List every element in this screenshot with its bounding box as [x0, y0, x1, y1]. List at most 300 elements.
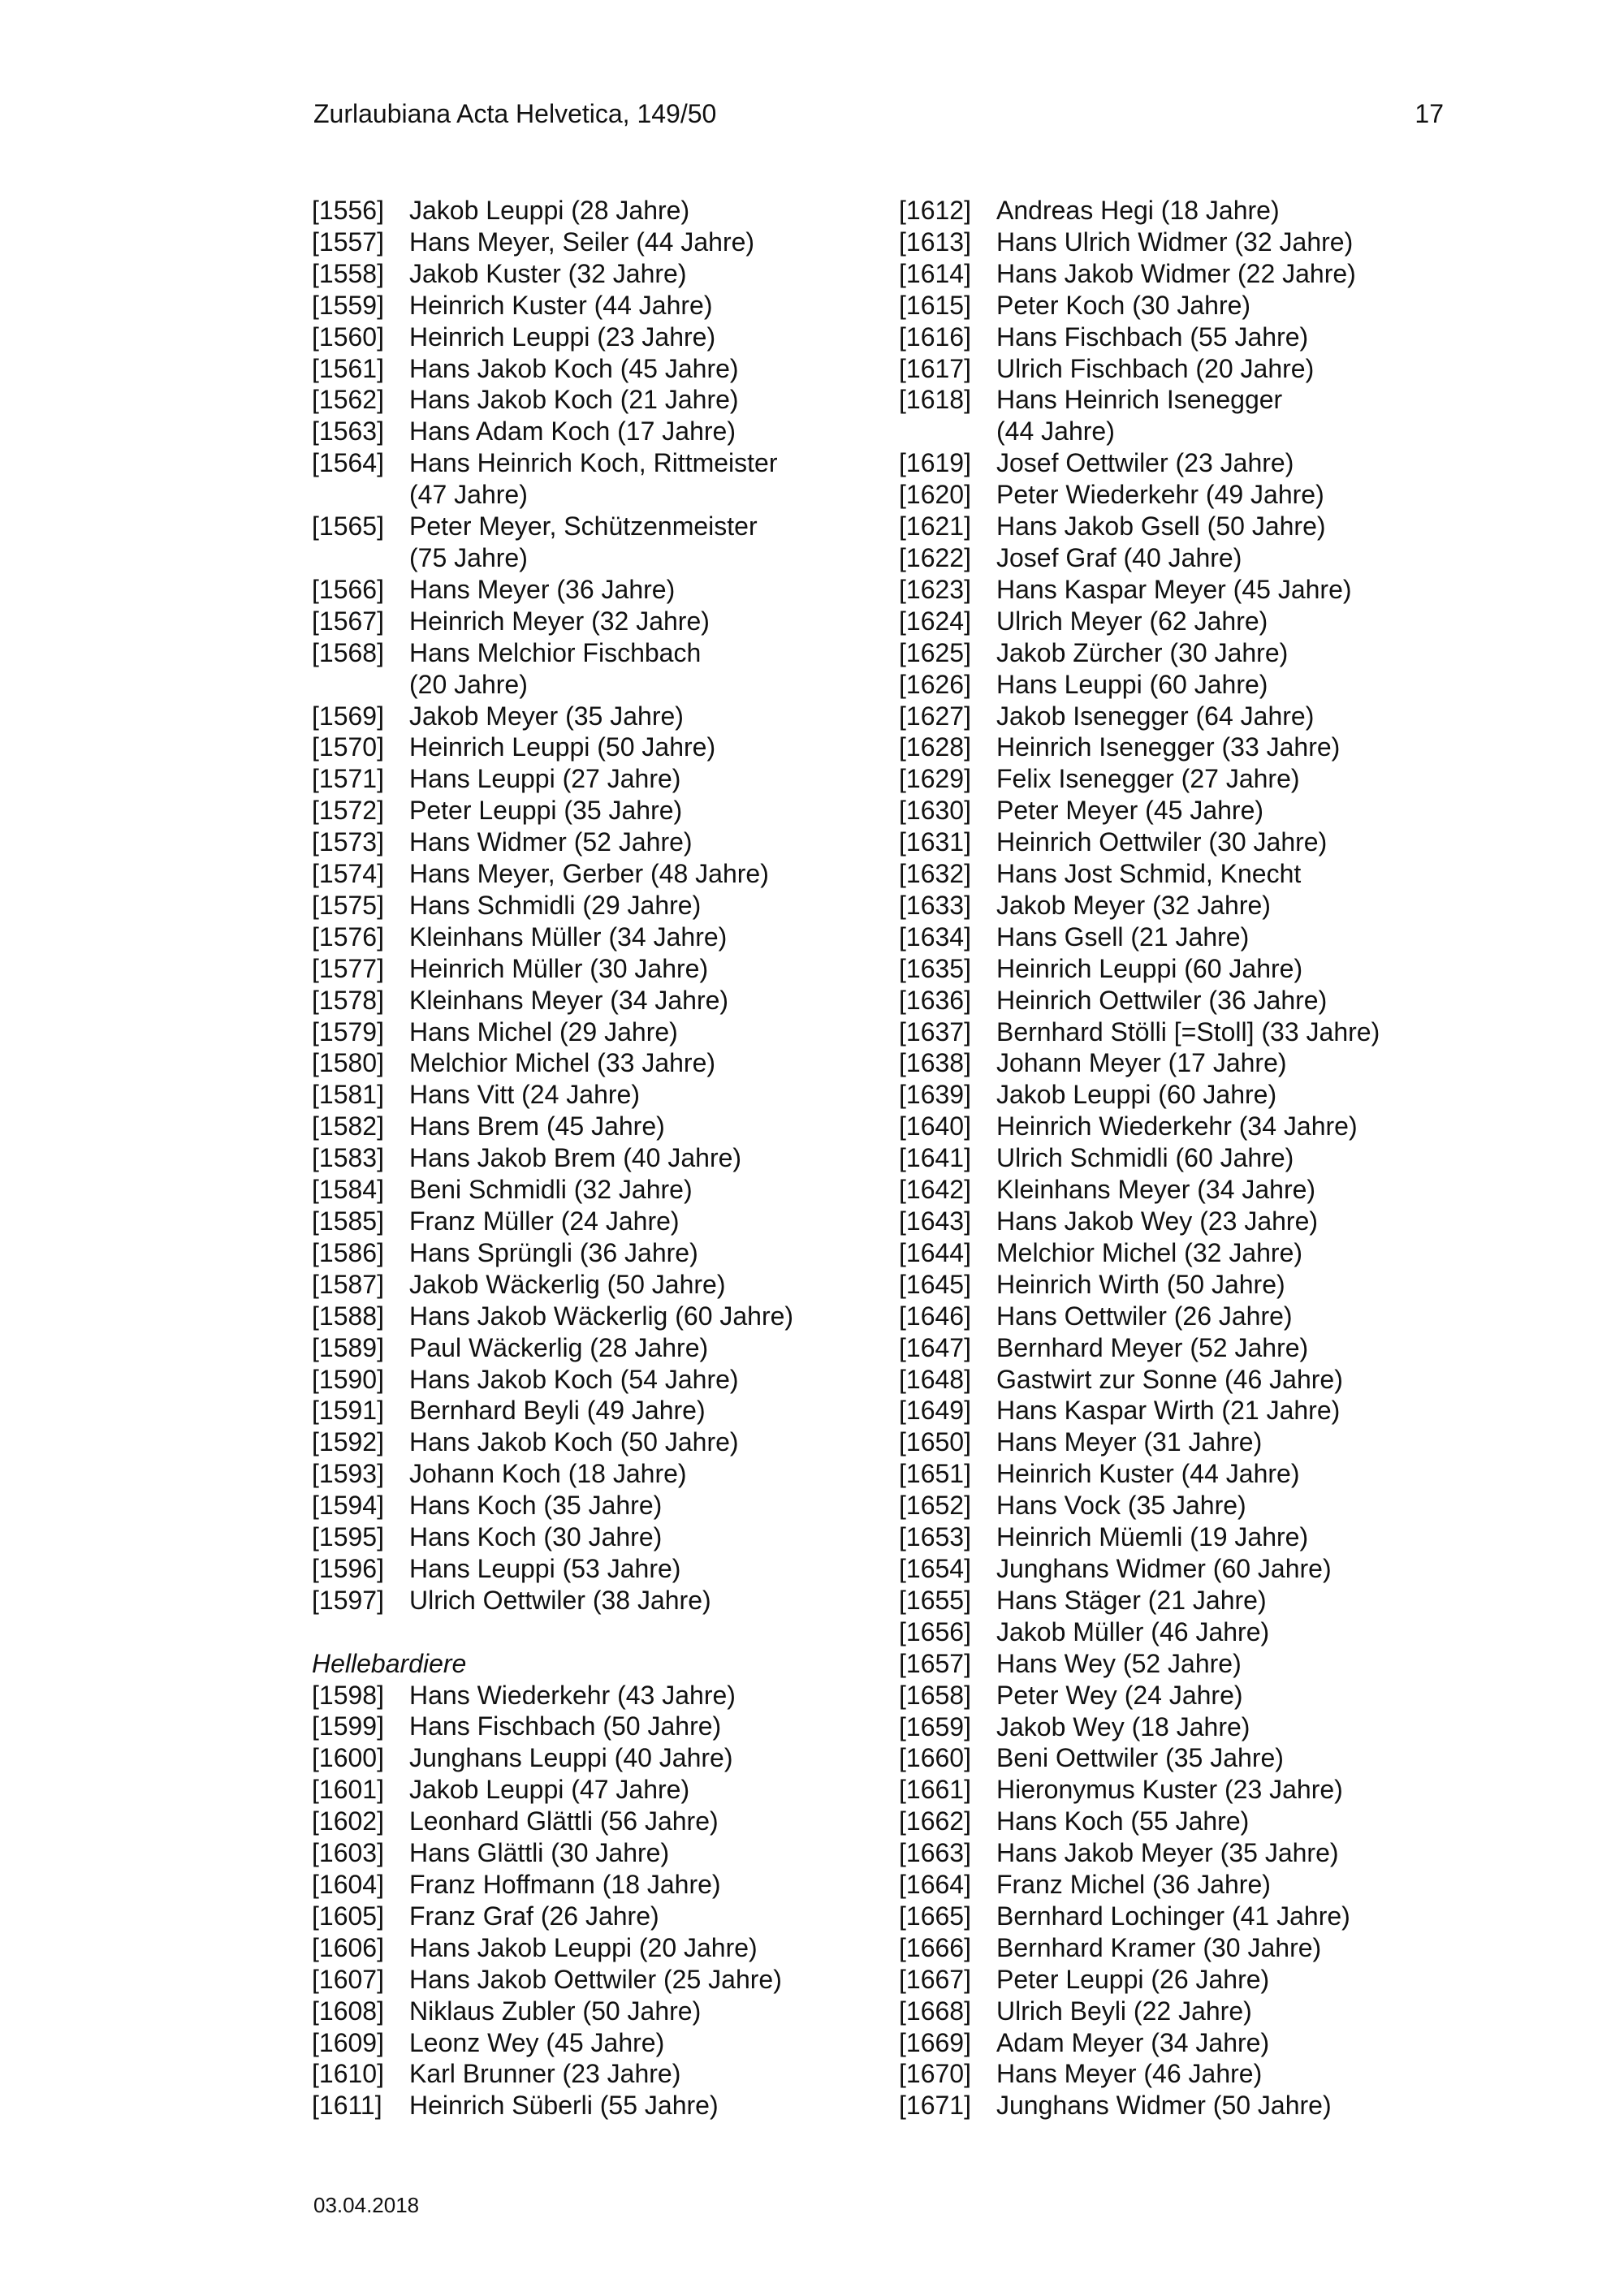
entry-name: Hans Ulrich Widmer (32 Jahre): [996, 227, 1354, 257]
entry-name: Peter Leuppi (26 Jahre): [996, 1964, 1270, 1994]
entry-number: [1648]: [899, 1364, 971, 1394]
entry-name: Heinrich Oettwiler (30 Jahre): [996, 827, 1328, 857]
list-item: [899, 1237, 1459, 1269]
entry-number: [1630]: [899, 796, 971, 826]
entry-number: [1588]: [312, 1301, 384, 1331]
entry-name: Hans Wiederkehr (43 Jahre): [409, 1680, 736, 1710]
entry-name: Hans Jakob Koch (54 Jahre): [409, 1364, 739, 1394]
list-item: [312, 2090, 848, 2121]
entry-name: Beni Schmidli (32 Jahre): [409, 1175, 693, 1205]
entry-name: Heinrich Isenegger (33 Jahre): [996, 732, 1341, 762]
entry-number: [1606]: [312, 1932, 384, 1962]
entry-number: [1638]: [899, 1048, 971, 1078]
list-item: [899, 1332, 1459, 1364]
entry-name: Jakob Zürcher (30 Jahre): [996, 637, 1289, 667]
entry-number: [1647]: [899, 1332, 971, 1362]
list-item: [312, 890, 848, 921]
list-item: [312, 858, 848, 890]
list-item: [899, 1047, 1459, 1079]
list-item: [312, 953, 848, 985]
entry-number: [1584]: [312, 1175, 384, 1205]
entry-name: Hans Schmidli (29 Jahre): [409, 890, 702, 920]
entry-number: [1626]: [899, 669, 971, 699]
entry-name: Junghans Widmer (60 Jahre): [996, 1553, 1332, 1583]
entry-name: Bernhard Beyli (49 Jahre): [409, 1396, 706, 1426]
entry-name: Hans Vitt (24 Jahre): [409, 1080, 640, 1110]
list-item: [312, 1996, 848, 2027]
entry-number: [1562]: [312, 385, 384, 415]
list-item: [312, 1742, 848, 1774]
list-item: [312, 701, 848, 732]
section-title: Hellebardiere: [312, 1648, 467, 1678]
entry-continuation: (44 Jahre): [996, 416, 1115, 447]
entry-number: [1568]: [312, 637, 384, 667]
entry-number: [1576]: [312, 921, 384, 952]
entry-name: Hans Kaspar Meyer (45 Jahre): [996, 574, 1352, 604]
list-item: [312, 227, 848, 258]
list-item: [312, 985, 848, 1016]
list-item: [899, 1269, 1459, 1301]
list-item: [899, 2090, 1459, 2121]
entry-name: Hans Fischbach (55 Jahre): [996, 322, 1309, 352]
entry-name: Hans Glättli (30 Jahre): [409, 1838, 670, 1868]
list-item: [312, 826, 848, 858]
entry-name: Heinrich Kuster (44 Jahre): [996, 1459, 1300, 1489]
entry-name: Hans Jakob Wey (23 Jahre): [996, 1206, 1319, 1236]
list-item: [312, 1458, 848, 1490]
entry-name: Junghans Widmer (50 Jahre): [996, 2091, 1332, 2121]
list-item: [312, 732, 848, 763]
list-item: [899, 1395, 1459, 1426]
entry-name: Peter Koch (30 Jahre): [996, 290, 1251, 320]
entry-number: [1592]: [312, 1427, 384, 1457]
entry-name: Johann Meyer (17 Jahre): [996, 1048, 1287, 1078]
list-item: [312, 353, 848, 385]
list-item: [312, 1079, 848, 1111]
entry-number: [1560]: [312, 322, 384, 352]
entry-number: [1662]: [899, 1806, 971, 1836]
entry-number: [1660]: [899, 1743, 971, 1773]
entry-number: [1564]: [312, 448, 384, 478]
entry-number: [1596]: [312, 1553, 384, 1583]
entry-name: Andreas Hegi (18 Jahre): [996, 196, 1280, 225]
entry-number: [1645]: [899, 1269, 971, 1299]
list-item: [312, 1490, 848, 1521]
entry-name: Heinrich Meyer (32 Jahre): [409, 606, 710, 636]
entry-name: Hans Koch (55 Jahre): [996, 1806, 1250, 1836]
list-item: [899, 574, 1459, 606]
list-item: [312, 1237, 848, 1269]
entry-name: Jakob Müller (46 Jahre): [996, 1616, 1270, 1646]
entry-continuation: (20 Jahre): [409, 669, 528, 699]
list-item: [899, 1553, 1459, 1585]
list-item: [312, 574, 848, 606]
entry-name: Kleinhans Müller (34 Jahre): [409, 921, 728, 952]
entry-number: [1579]: [312, 1016, 384, 1047]
entry-number: [1641]: [899, 1143, 971, 1173]
entry-name: Hans Meyer, Gerber (48 Jahre): [409, 859, 769, 889]
entry-name: Adam Meyer (34 Jahre): [996, 2027, 1270, 2057]
list-item: [899, 1585, 1459, 1616]
entry-name: Peter Wiederkehr (49 Jahre): [996, 480, 1324, 510]
entry-name: Bernhard Lochinger (41 Jahre): [996, 1901, 1350, 1931]
list-item: [312, 1269, 848, 1301]
entry-name: Hans Stäger (21 Jahre): [996, 1585, 1267, 1615]
left-column: [312, 195, 848, 2121]
list-item: [312, 637, 848, 669]
entry-number: [1559]: [312, 290, 384, 320]
entry-number: [1644]: [899, 1237, 971, 1267]
entry-number: [1587]: [312, 1269, 384, 1299]
entry-number: [1653]: [899, 1522, 971, 1552]
list-item: [899, 258, 1459, 290]
entry-number: [1605]: [312, 1901, 384, 1931]
list-item: [899, 1079, 1459, 1111]
list-item: [312, 763, 848, 795]
list-item: [899, 447, 1459, 479]
list-item: [312, 1964, 848, 1996]
list-item: [899, 637, 1459, 669]
list-item: [899, 353, 1459, 385]
entry-number: [1631]: [899, 827, 971, 857]
page-number: 17: [1415, 99, 1444, 128]
entry-number: [1593]: [312, 1459, 384, 1489]
list-item: [312, 795, 848, 826]
entry-name: Hans Jakob Brem (40 Jahre): [409, 1143, 742, 1173]
list-item: [312, 1395, 848, 1426]
entry-number: [1608]: [312, 1996, 384, 2026]
entry-number: [1558]: [312, 258, 384, 288]
list-item: [312, 447, 848, 479]
entry-number: [1572]: [312, 796, 384, 826]
entry-number: [1581]: [312, 1080, 384, 1110]
entry-number: [1658]: [899, 1680, 971, 1710]
entry-name: Heinrich Wiederkehr (34 Jahre): [996, 1111, 1358, 1142]
list-item: [312, 1016, 848, 1048]
entry-number: [1594]: [312, 1491, 384, 1521]
entry-number: [1582]: [312, 1111, 384, 1142]
list-item: [312, 1206, 848, 1237]
list-item: [312, 1680, 848, 1711]
entry-name: Hans Wey (52 Jahre): [996, 1648, 1242, 1678]
entry-name: Jakob Leuppi (47 Jahre): [409, 1775, 690, 1805]
entry-name: Heinrich Müller (30 Jahre): [409, 953, 709, 983]
list-item: [899, 606, 1459, 637]
entry-name: Ulrich Beyli (22 Jahre): [996, 1996, 1252, 2026]
entry-name: Hans Meyer (46 Jahre): [996, 2059, 1263, 2089]
entry-number: [1617]: [899, 353, 971, 383]
list-item: [899, 384, 1459, 416]
entry-name: Jakob Meyer (35 Jahre): [409, 701, 684, 731]
entry-number: [1575]: [312, 890, 384, 920]
entry-name: Niklaus Zubler (50 Jahre): [409, 1996, 702, 2026]
entry-number: [1654]: [899, 1553, 971, 1583]
entry-number: [1623]: [899, 574, 971, 604]
entry-name: Hans Jakob Koch (50 Jahre): [409, 1427, 739, 1457]
list-item: [312, 416, 848, 447]
entry-number: [1602]: [312, 1806, 384, 1836]
entry-name: Jakob Wäckerlig (50 Jahre): [409, 1269, 726, 1299]
list-item: [899, 1364, 1459, 1396]
entry-name: Hans Meyer (36 Jahre): [409, 574, 676, 604]
list-item: [899, 227, 1459, 258]
list-item: [312, 384, 848, 416]
entry-number: [1583]: [312, 1143, 384, 1173]
entry-name: Heinrich Leuppi (50 Jahre): [409, 732, 716, 762]
entry-number: [1621]: [899, 511, 971, 542]
section-entry-list: [312, 1680, 848, 2122]
entry-number: [1580]: [312, 1048, 384, 1078]
entry-number: [1622]: [899, 542, 971, 572]
list-item: [899, 1521, 1459, 1553]
entry-number: [1611]: [312, 2091, 382, 2121]
entry-number: [1661]: [899, 1775, 971, 1805]
list-item: [312, 1301, 848, 1332]
right-column: [899, 195, 1459, 2121]
entry-number: [1598]: [312, 1680, 384, 1710]
entry-name: Ulrich Meyer (62 Jahre): [996, 606, 1268, 636]
entry-number: [1556]: [312, 196, 384, 225]
entry-name: Franz Müller (24 Jahre): [409, 1206, 680, 1236]
entry-number: [1624]: [899, 606, 971, 636]
entry-number: [1663]: [899, 1838, 971, 1868]
entry-name: Hans Brem (45 Jahre): [409, 1111, 665, 1142]
entry-number: [1591]: [312, 1396, 384, 1426]
entry-name: Hans Kaspar Wirth (21 Jahre): [996, 1396, 1341, 1426]
entry-number: [1600]: [312, 1743, 384, 1773]
entry-name: Heinrich Leuppi (23 Jahre): [409, 322, 716, 352]
entry-number: [1640]: [899, 1111, 971, 1142]
entry-number: [1619]: [899, 448, 971, 478]
entry-name: Heinrich Müemli (19 Jahre): [996, 1522, 1309, 1552]
list-item: [899, 1301, 1459, 1332]
entry-number: [1642]: [899, 1175, 971, 1205]
entry-name: Bernhard Stölli [=Stoll] (33 Jahre): [996, 1016, 1380, 1047]
entry-name: Hans Gsell (21 Jahre): [996, 921, 1250, 952]
list-item: [899, 826, 1459, 858]
list-item: [312, 2058, 848, 2090]
entry-name: Bernhard Kramer (30 Jahre): [996, 1932, 1322, 1962]
list-item: [899, 290, 1459, 322]
entry-number: [1651]: [899, 1459, 971, 1489]
list-item: [899, 921, 1459, 953]
entry-number: [1639]: [899, 1080, 971, 1110]
entry-number: [1609]: [312, 2027, 384, 2057]
entry-name: Jakob Leuppi (60 Jahre): [996, 1080, 1277, 1110]
entry-name: Ulrich Fischbach (20 Jahre): [996, 353, 1315, 383]
entry-name: Peter Meyer, Schützenmeister: [409, 511, 758, 542]
entry-number: [1607]: [312, 1964, 384, 1994]
entry-name: Leonz Wey (45 Jahre): [409, 2027, 665, 2057]
list-item: [312, 511, 848, 542]
entry-name: Heinrich Süberli (55 Jahre): [409, 2091, 719, 2121]
entry-name: Jakob Kuster (32 Jahre): [409, 258, 687, 288]
list-item: [312, 1426, 848, 1458]
entry-name: Felix Isenegger (27 Jahre): [996, 764, 1300, 794]
list-item: [899, 858, 1459, 890]
entry-name: Bernhard Meyer (52 Jahre): [996, 1332, 1309, 1362]
entry-name: Hans Widmer (52 Jahre): [409, 827, 693, 857]
list-item: [312, 1869, 848, 1901]
entry-number: [1585]: [312, 1206, 384, 1236]
entry-number: [1557]: [312, 227, 384, 257]
entry-name: Jakob Leuppi (28 Jahre): [409, 196, 690, 225]
list-item: [312, 1932, 848, 1964]
entry-name: Hans Jost Schmid, Knecht: [996, 859, 1302, 889]
entry-number: [1670]: [899, 2059, 971, 2089]
entry-name: Hans Leuppi (60 Jahre): [996, 669, 1268, 699]
entry-name: Peter Wey (24 Jahre): [996, 1680, 1243, 1710]
entry-number: [1578]: [312, 985, 384, 1015]
entry-number: [1590]: [312, 1364, 384, 1394]
entry-name: Gastwirt zur Sonne (46 Jahre): [996, 1364, 1343, 1394]
entry-name: Karl Brunner (23 Jahre): [409, 2059, 681, 2089]
entry-number: [1565]: [312, 511, 384, 542]
entry-number: [1569]: [312, 701, 384, 731]
entry-number: [1612]: [899, 196, 971, 225]
entry-name: Franz Graf (26 Jahre): [409, 1901, 659, 1931]
entry-name: Hans Leuppi (27 Jahre): [409, 764, 681, 794]
entry-name: Melchior Michel (33 Jahre): [409, 1048, 716, 1078]
entry-number: [1652]: [899, 1491, 971, 1521]
entry-name: Hans Koch (30 Jahre): [409, 1522, 663, 1552]
entry-name: Hans Jakob Koch (45 Jahre): [409, 353, 739, 383]
list-item: [899, 1964, 1459, 1996]
list-item: [899, 1111, 1459, 1142]
entry-number: [1613]: [899, 227, 971, 257]
list-item: [899, 985, 1459, 1016]
list-item: [312, 258, 848, 290]
entry-name: Leonhard Glättli (56 Jahre): [409, 1806, 719, 1836]
list-item: [899, 1742, 1459, 1774]
entry-name: Junghans Leuppi (40 Jahre): [409, 1743, 733, 1773]
entry-number: [1604]: [312, 1870, 384, 1900]
list-item: [899, 795, 1459, 826]
list-item: [312, 1174, 848, 1206]
entry-name: Hans Koch (35 Jahre): [409, 1491, 663, 1521]
footer-date: 03.04.2018: [313, 2193, 420, 2217]
entry-name: Hans Jakob Oettwiler (25 Jahre): [409, 1964, 782, 1994]
entry-number: [1633]: [899, 890, 971, 920]
entry-number: [1664]: [899, 1870, 971, 1900]
list-item: [312, 322, 848, 353]
entry-name: Heinrich Oettwiler (36 Jahre): [996, 985, 1328, 1015]
entry-name: Paul Wäckerlig (28 Jahre): [409, 1332, 709, 1362]
list-item: [312, 1521, 848, 1553]
entry-number: [1650]: [899, 1427, 971, 1457]
list-item: [899, 669, 1459, 701]
list-item: [899, 542, 1459, 574]
entry-number: [1601]: [312, 1775, 384, 1805]
entry-name: Hans Jakob Meyer (35 Jahre): [996, 1838, 1339, 1868]
list-item: [899, 701, 1459, 732]
entry-number: [1586]: [312, 1237, 384, 1267]
list-item: [899, 511, 1459, 542]
entry-name: Johann Koch (18 Jahre): [409, 1459, 687, 1489]
entry-name: Hans Jakob Koch (21 Jahre): [409, 385, 739, 415]
entry-number: [1574]: [312, 859, 384, 889]
list-item: [312, 921, 848, 953]
list-item: [899, 890, 1459, 921]
list-item: [899, 1016, 1459, 1048]
entry-number: [1635]: [899, 953, 971, 983]
entry-number: [1577]: [312, 953, 384, 983]
list-item: [899, 1774, 1459, 1806]
list-item: [312, 195, 848, 227]
entry-name: Josef Oettwiler (23 Jahre): [996, 448, 1294, 478]
entry-number: [1573]: [312, 827, 384, 857]
entry-name: Hans Jakob Leuppi (20 Jahre): [409, 1932, 758, 1962]
entry-number: [1636]: [899, 985, 971, 1015]
entry-name: Hans Fischbach (50 Jahre): [409, 1711, 722, 1741]
entry-number: [1628]: [899, 732, 971, 762]
list-item: [899, 1932, 1459, 1964]
list-item: [312, 1047, 848, 1079]
entry-name: Melchior Michel (32 Jahre): [996, 1237, 1303, 1267]
list-item: [312, 1553, 848, 1585]
entry-name: Hans Meyer, Seiler (44 Jahre): [409, 227, 755, 257]
entry-name: Ulrich Oettwiler (38 Jahre): [409, 1585, 711, 1615]
entry-number: [1566]: [312, 574, 384, 604]
entry-name: Hans Jakob Wäckerlig (60 Jahre): [409, 1301, 794, 1331]
entry-number: [1671]: [899, 2091, 971, 2121]
list-item: [899, 322, 1459, 353]
entry-name: Heinrich Wirth (50 Jahre): [996, 1269, 1285, 1299]
entry-name: Hans Meyer (31 Jahre): [996, 1427, 1263, 1457]
entry-number: [1627]: [899, 701, 971, 731]
entry-name: Hans Jakob Widmer (22 Jahre): [996, 258, 1356, 288]
entry-name: Hans Adam Koch (17 Jahre): [409, 416, 736, 447]
list-item: [312, 1364, 848, 1396]
entry-number: [1634]: [899, 921, 971, 952]
entry-name: Peter Meyer (45 Jahre): [996, 796, 1264, 826]
list-item: [312, 1585, 848, 1616]
list-item: [899, 1206, 1459, 1237]
list-item: [899, 732, 1459, 763]
entry-number: [1618]: [899, 385, 971, 415]
entry-name: Josef Graf (40 Jahre): [996, 542, 1242, 572]
entry-name: Hans Leuppi (53 Jahre): [409, 1553, 681, 1583]
list-item: [899, 1869, 1459, 1901]
entry-name: Beni Oettwiler (35 Jahre): [996, 1743, 1284, 1773]
list-item: [899, 1142, 1459, 1174]
list-item: [899, 763, 1459, 795]
entry-number: [1610]: [312, 2059, 384, 2089]
entry-name: Kleinhans Meyer (34 Jahre): [409, 985, 729, 1015]
entry-name: Franz Michel (36 Jahre): [996, 1870, 1271, 1900]
entry-name: Franz Hoffmann (18 Jahre): [409, 1870, 721, 1900]
entry-number: [1625]: [899, 637, 971, 667]
list-item: [899, 1711, 1459, 1743]
entry-number: [1563]: [312, 416, 384, 447]
list-item: [312, 1774, 848, 1806]
list-item: [899, 1901, 1459, 1932]
entry-name: Heinrich Leuppi (60 Jahre): [996, 953, 1303, 983]
list-item: [899, 1648, 1459, 1680]
entry-number: [1643]: [899, 1206, 971, 1236]
entry-name: Jakob Meyer (32 Jahre): [996, 890, 1271, 920]
list-item: [312, 1142, 848, 1174]
entry-name: Hans Michel (29 Jahre): [409, 1016, 678, 1047]
entry-name: Heinrich Kuster (44 Jahre): [409, 290, 713, 320]
list-item: [312, 1711, 848, 1742]
entry-name: Kleinhans Meyer (34 Jahre): [996, 1175, 1316, 1205]
list-item: [312, 1111, 848, 1142]
entry-number: [1597]: [312, 1585, 384, 1615]
entry-name: Hans Vock (35 Jahre): [996, 1491, 1246, 1521]
entry-number: [1668]: [899, 1996, 971, 2026]
entry-name: Hans Oettwiler (26 Jahre): [996, 1301, 1293, 1331]
